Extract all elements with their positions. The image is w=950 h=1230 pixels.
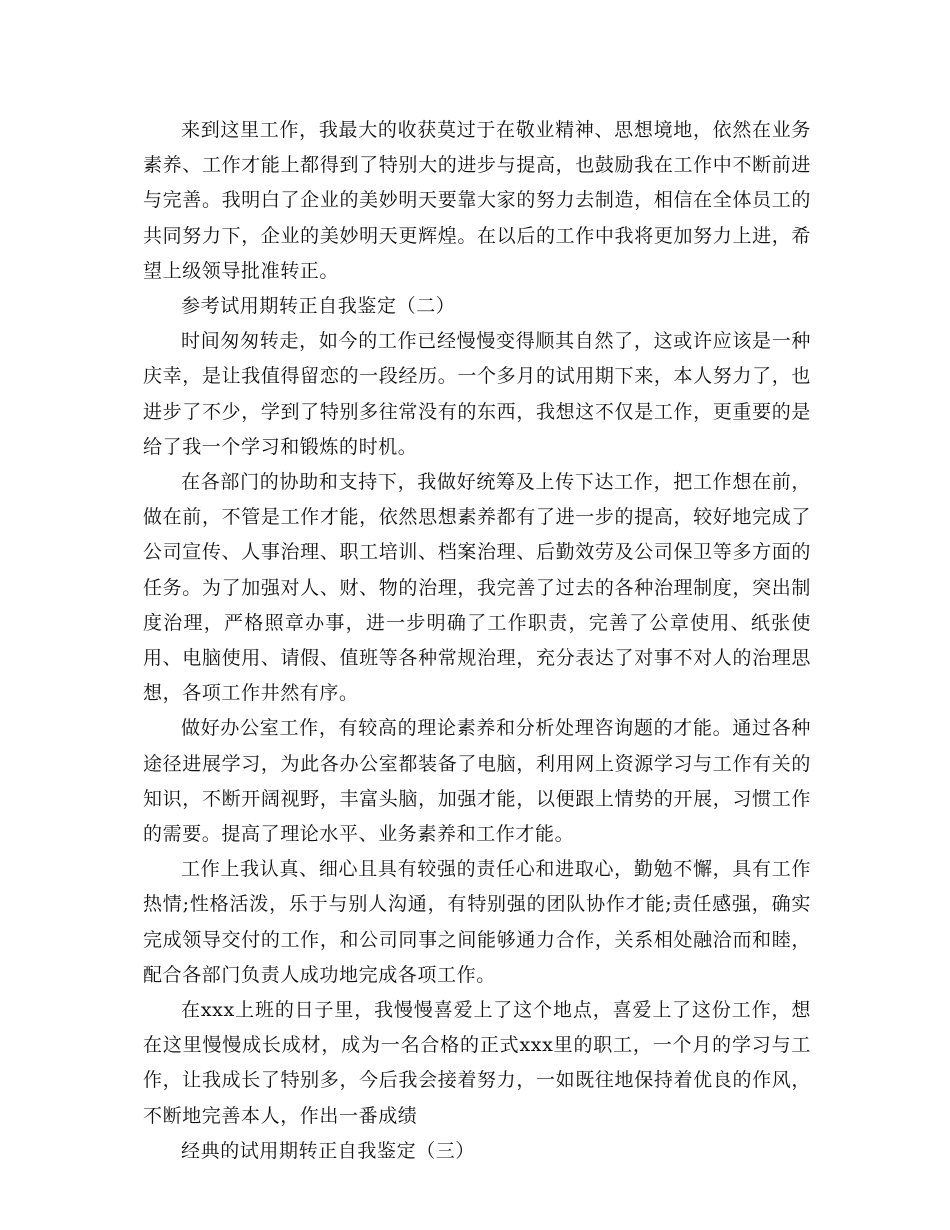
paragraph-time: 时间匆匆转走，如今的工作已经慢慢变得顺其自然了，这或许应该是一种庆幸，是让我值得留恋的一段经历。一个多月的试用期下来，本人努力了，也进步了不少，学到了特别多往常没有的东西，我想这不仅是工作，更重要的是给了我一个学习和锻炼的时机。 (143, 330, 811, 458)
paragraph-future: 在xxx上班的日子里，我慢慢喜爱上了这个地点，喜爱上了这份工作，想在这里慢慢成长成材，成为一名合格的正式xxx里的职工，一个月的学习与工作，让我成长了特别多，今后我会接着努力，一如既往地保持着优良的作风，不断地完善本人，作出一番成绩 (143, 999, 811, 1127)
paragraph-departments: 在各部门的协助和支持下，我做好统筹及上传下达工作，把工作想在前，做在前，不管是工作才能，依然思想素养都有了进一步的提高，较好地完成了公司宣传、人事治理、职工培训、档案治理、后勤效劳及公司保卫等多方面的任务。为了加强对人、财、物的治理，我完善了过去的各种治理制度，突出制度治理，严格照章办事，进一步明确了工作职责，完善了公章使用、纸张使用、电脑使用、请假、值班等各种常规治理，充分表达了对事不对人的治理思想，各项工作井然有序。 (143, 471, 811, 705)
paragraph-gains: 来到这里工作，我最大的收获莫过于在敬业精神、思想境地，依然在业务素养、工作才能上都得到了特别大的进步与提高，也鼓励我在工作中不断前进与完善。我明白了企业的美妙明天要靠大家的努力去制造，相信在全体员工的共同努力下，企业的美妙明天更辉煌。在以后的工作中我将更加努力上进，希望上级领导批准转正。 (143, 119, 811, 282)
paragraph-attitude: 工作上我认真、细心且具有较强的责任心和进取心，勤勉不懈，具有工作热情;性格活泼，乐于与别人沟通，有特别强的团队协作才能;责任感强，确实完成领导交付的工作，和公司同事之间能够通力合作，关系相处融洽而和睦，配合各部门负责人成功地完成各项工作。 (143, 858, 811, 986)
section-heading-3: 经典的试用期转正自我鉴定（三） (181, 1139, 476, 1162)
document-body (143, 113, 811, 1169)
section-heading-2: 参考试用期转正自我鉴定（二） (181, 295, 456, 318)
paragraph-office: 做好办公室工作，有较高的理论素养和分析处理咨询题的才能。通过各种途径进展学习，为此各办公室都装备了电脑，利用网上资源学习与工作有关的知识，不断开阔视野，丰富头脑，加强才能，以便跟上情势的开展，习惯工作的需要。提高了理论水平、业务素养和工作才能。 (143, 717, 811, 846)
